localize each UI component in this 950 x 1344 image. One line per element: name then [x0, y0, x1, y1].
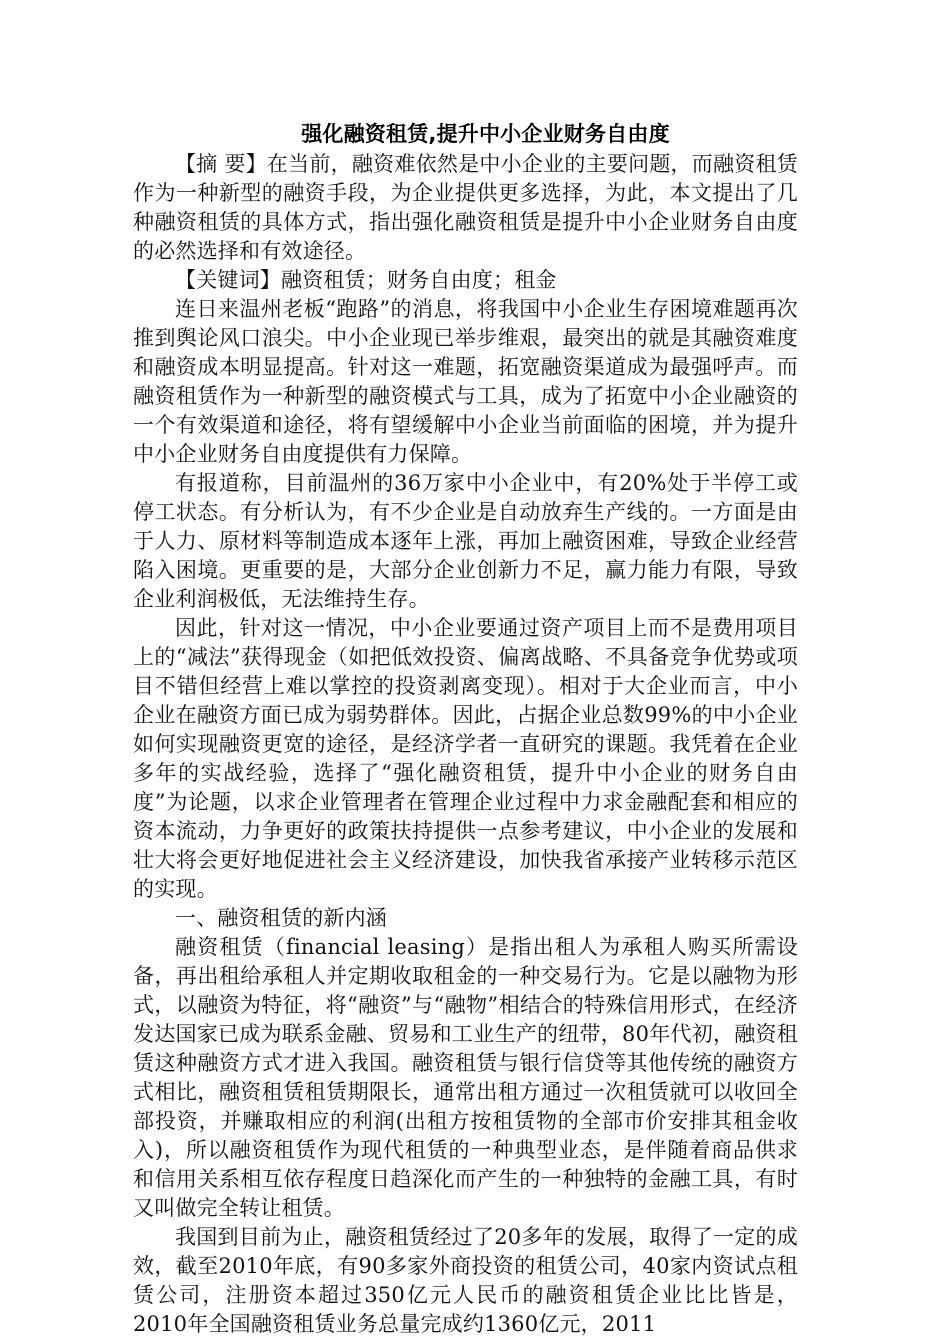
- document-title: 强化融资租赁,提升中小企业财务自由度: [301, 122, 670, 146]
- section-heading: 一、融资租赁的新内涵: [175, 906, 387, 930]
- body-paragraph: 融资租赁（financial leasing）是指出租人为承租人购买所需设备，再出租给承租人并定期收取租金的一种交易行为。它是以融物为形式，以融资为特征，将“融资”与“融物”相结合的特殊信用形式，在经济发达国家已成为联系金融、贸易和工业生产的纽带，80年代初，融资租赁这种融资方式才进入我国。融资租赁与银行信贷等其他传统的融资方式相比，融资租赁租赁期限长，通常出租方通过一次租赁就可以收回全部投资，并赚取相应的利润(出租方按租赁物的全部市价安排其租金收入)，所以融资租赁作为现代租赁的一种典型业态，是伴随着商品供求和信用关系相互依存程度日趋深化而产生的一种独特的金融工具，有时又叫做完全转让租赁。: [133, 935, 798, 1220]
- keywords-line: 【关键词】融资租赁；财务自由度；租金: [175, 268, 557, 292]
- abstract-paragraph: 【摘 要】在当前，融资难依然是中小企业的主要问题，而融资租赁作为一种新型的融资手段，为企业提供更多选择，为此，本文提出了几种融资租赁的具体方式，指出强化融资租赁是提升中小企业财务自由度的必然选择和有效途径。: [133, 152, 798, 263]
- body-paragraph: 有报道称，目前温州的36万家中小企业中，有20%处于半停工或停工状态。有分析认为，有不少企业是自动放弃生产线的。一方面是由于人力、原材料等制造成本逐年上涨，再加上融资困难，导致企业经营陷入困境。更重要的是，大部分企业创新力不足，赢力能力有限，导致企业利润极低，无法维持生存。: [133, 471, 798, 611]
- body-paragraph: 因此，针对这一情况，中小企业要通过资产项目上而不是费用项目上的“减法”获得现金（如把低效投资、偏离战略、不具备竞争优势或项目不错但经营上难以掌控的投资剥离变现）。相对于大企业而言，中小企业在融资方面已成为弱势群体。因此，占据企业总数99%的中小企业如何实现融资更宽的途径，是经济学者一直研究的课题。我凭着在企业多年的实战经验，选择了“强化融资租赁，提升中小企业的财务自由度”为论题，以求企业管理者在管理企业过程中力求金融配套和相应的资本流动，力争更好的政策扶持提供一点参考建议，中小企业的发展和壮大将会更好地促进社会主义经济建设，加快我省承接产业转移示范区的实现。: [133, 616, 798, 901]
- body-paragraph: 连日来温州老板“跑路”的消息，将我国中小企业生存困境难题再次推到舆论风口浪尖。中小企业现已举步维艰，最突出的就是其融资难度和融资成本明显提高。针对这一难题，拓宽融资渠道成为最强呼声。而融资租赁作为一种新型的融资模式与工具，成为了拓宽中小企业融资的一个有效渠道和途径，将有望缓解中小企业当前面临的困境，并为提升中小企业财务自由度提供有力保障。: [133, 297, 798, 466]
- body-paragraph: 我国到目前为止，融资租赁经过了20多年的发展，取得了一定的成效，截至2010年底，有90多家外商投资的租赁公司，40家内资试点租赁公司，注册资本超过350亿元人民币的融资租赁企业比比皆是，2010年全国融资租赁业务总量完成约1360亿元，2011: [133, 1225, 798, 1336]
- document-body: [133, 118, 798, 1339]
